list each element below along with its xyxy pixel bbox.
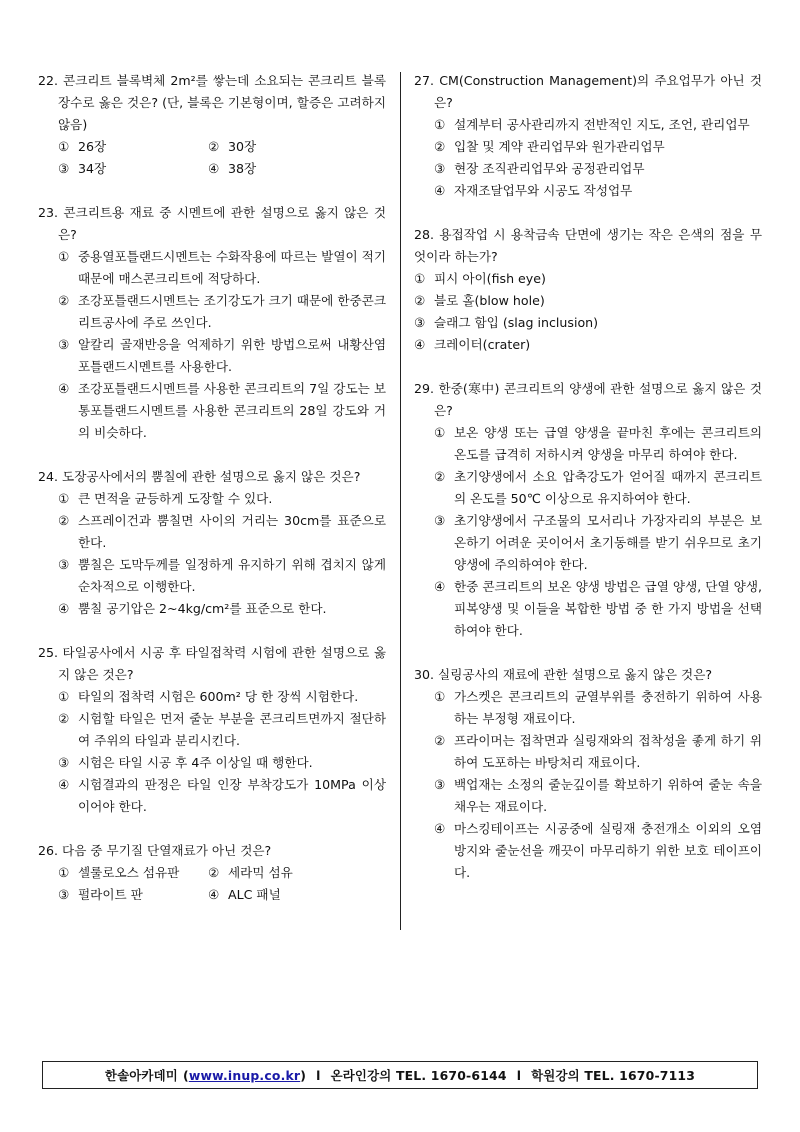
choice-marker: ③ [434, 777, 446, 792]
choice-marker: ④ [434, 183, 446, 198]
left-column [38, 70, 386, 928]
answer-choice[interactable] [38, 554, 386, 598]
choice-text: 조강포틀랜드시멘트는 조기강도가 크기 때문에 한중콘크리트공사에 주로 쓰인다. [78, 293, 386, 330]
choice-text: 알칼리 골재반응을 억제하기 위한 방법으로써 내황산염포틀랜드시멘트를 사용한다. [78, 337, 386, 374]
choice-text: 세라믹 섬유 [228, 865, 293, 880]
answer-choice[interactable] [38, 246, 386, 290]
choice-marker: ① [434, 425, 446, 440]
choice-text: 펄라이트 판 [78, 887, 143, 902]
choice-text: 시험결과의 판정은 타일 인장 부착강도가 10MPa 이상이어야 한다. [78, 777, 386, 814]
answer-choice[interactable] [38, 708, 386, 752]
question-text [38, 70, 386, 136]
choice-text: 보온 양생 또는 급열 양생을 끝마친 후에는 콘크리트의 온도를 급격히 저하시켜 양생을 마무리 하여야 한다. [454, 425, 762, 462]
choice-text: 슬래그 함입 (slag inclusion) [434, 315, 599, 330]
choice-list [414, 422, 762, 642]
choice-marker: ③ [58, 887, 70, 902]
choice-marker: ④ [434, 821, 446, 836]
question-number: 26. [38, 843, 59, 858]
choice-text: 뿜칠 공기압은 2~4kg/cm²를 표준으로 한다. [78, 601, 327, 616]
question-block [38, 466, 386, 620]
answer-choice[interactable] [414, 818, 762, 884]
choice-text: 블로 홀(blow hole) [434, 293, 545, 308]
answer-choice[interactable] [58, 862, 208, 884]
choice-list [414, 686, 762, 884]
choice-text: 초기양생에서 구조물의 모서리나 가장자리의 부분은 보온하기 어려운 곳이어서 초기동해를 받기 쉬우므로 초기양생에 주의하여야 한다. [454, 513, 762, 572]
website-link[interactable]: www.inup.co.kr [188, 1067, 301, 1083]
separator: l [516, 1067, 522, 1083]
choice-marker: ④ [434, 579, 446, 594]
answer-choice[interactable] [414, 730, 762, 774]
choice-text: ALC 패널 [228, 887, 281, 902]
choice-marker: ② [58, 711, 70, 726]
choice-text: 크레이터(crater) [434, 337, 531, 352]
choice-marker: ④ [58, 777, 70, 792]
answer-choice[interactable] [58, 884, 208, 906]
answer-choice[interactable] [208, 158, 358, 180]
choice-marker: ② [414, 293, 426, 308]
choice-text: 30장 [228, 139, 257, 154]
choice-marker: ④ [414, 337, 426, 352]
answer-choice[interactable] [208, 884, 358, 906]
question-text [414, 664, 762, 686]
column-divider [400, 72, 401, 930]
question-text [414, 70, 762, 114]
online-lecture-tel: 온라인강의 TEL. 1670-6144 [330, 1068, 507, 1083]
choice-marker: ③ [434, 161, 446, 176]
choice-text: 가스켓은 콘크리트의 균열부위를 충전하기 위하여 사용하는 부정형 재료이다. [454, 689, 762, 726]
question-stem: 다음 중 무기질 단열재료가 아닌 것은? [62, 843, 272, 858]
choice-list [414, 114, 762, 202]
question-text [38, 840, 386, 862]
answer-choice[interactable] [414, 576, 762, 642]
choice-marker: ② [58, 513, 70, 528]
question-text [38, 202, 386, 246]
answer-choice[interactable] [38, 334, 386, 378]
choice-marker: ② [58, 293, 70, 308]
choice-text: 셀룰로오스 섬유판 [78, 865, 180, 880]
answer-choice[interactable] [414, 158, 762, 180]
answer-choice[interactable] [414, 466, 762, 510]
choice-grid [38, 136, 386, 180]
question-block [414, 664, 762, 884]
question-number: 29. [414, 381, 435, 396]
choice-text: 초기양생에서 소요 압축강도가 얻어질 때까지 콘크리트의 온도를 50℃ 이상으로 유지하여야 한다. [454, 469, 762, 506]
choice-text: 마스킹테이프는 시공중에 실링재 충전개소 이외의 오염방지와 줄눈선을 깨끗이 마무리하기 위한 보호 테이프이다. [454, 821, 762, 880]
answer-choice[interactable] [414, 136, 762, 158]
question-block [38, 840, 386, 906]
answer-choice[interactable] [208, 136, 358, 158]
choice-marker: ① [58, 865, 70, 880]
question-block [38, 70, 386, 180]
choice-text: 큰 면적을 균등하게 도장할 수 있다. [78, 491, 273, 506]
question-number: 27. [414, 73, 435, 88]
choice-marker: ① [58, 249, 70, 264]
answer-choice[interactable] [38, 752, 386, 774]
choice-marker: ③ [414, 315, 426, 330]
choice-marker: ① [414, 271, 426, 286]
question-number: 23. [38, 205, 59, 220]
choice-text: 입찰 및 계약 관리업무와 원가관리업무 [454, 139, 665, 154]
answer-choice[interactable] [414, 180, 762, 202]
choice-marker: ③ [58, 337, 70, 352]
answer-choice[interactable] [414, 422, 762, 466]
choice-marker: ① [58, 491, 70, 506]
choice-list [38, 488, 386, 620]
academy-name: 한솔아카데미 [104, 1068, 178, 1083]
choice-list [38, 686, 386, 818]
question-stem: 용접작업 시 용착금속 단면에 생기는 작은 은색의 점을 무엇이라 하는가? [414, 227, 762, 264]
right-column [414, 70, 762, 906]
question-block [414, 378, 762, 642]
question-number: 24. [38, 469, 59, 484]
choice-marker: ② [434, 469, 446, 484]
choice-text: 자재조달업무와 시공도 작성업무 [454, 183, 633, 198]
answer-choice[interactable] [38, 598, 386, 620]
choice-list [38, 246, 386, 444]
answer-choice[interactable] [38, 378, 386, 444]
question-stem: 콘크리트용 재료 중 시멘트에 관한 설명으로 옳지 않은 것은? [58, 205, 386, 242]
choice-list [414, 268, 762, 356]
choice-marker: ③ [58, 161, 70, 176]
question-number: 25. [38, 645, 59, 660]
choice-grid [38, 862, 386, 906]
question-stem: 한중(寒中) 콘크리트의 양생에 관한 설명으로 옳지 않은 것은? [434, 381, 762, 418]
question-number: 30. [414, 667, 435, 682]
question-text [38, 642, 386, 686]
choice-marker: ③ [58, 557, 70, 572]
question-number: 28. [414, 227, 435, 242]
choice-marker: ④ [58, 381, 70, 396]
choice-text: 시험할 타일은 먼저 줄눈 부분을 콘크리트면까지 절단하여 주위의 타일과 분리시킨다. [78, 711, 386, 748]
choice-marker: ③ [434, 513, 446, 528]
footer-bar [42, 1061, 758, 1089]
choice-text: 타일의 접착력 시험은 600m² 당 한 장씩 시험한다. [78, 689, 359, 704]
choice-text: 38장 [228, 161, 257, 176]
choice-marker: ① [58, 139, 70, 154]
choice-marker: ④ [208, 161, 220, 176]
question-block [38, 642, 386, 818]
choice-text: 설계부터 공사관리까지 전반적인 지도, 조언, 관리업무 [454, 117, 750, 132]
choice-marker: ③ [58, 755, 70, 770]
answer-choice[interactable] [414, 312, 762, 334]
choice-marker: ① [434, 689, 446, 704]
question-stem: 콘크리트 블록벽체 2m²를 쌓는데 소요되는 콘크리트 블록 장수로 옳은 것은? (단, 블록은 기본형이며, 할증은 고려하지 않음) [58, 73, 386, 132]
offline-lecture-tel: 학원강의 TEL. 1670-7113 [531, 1068, 696, 1083]
choice-marker: ② [208, 865, 220, 880]
answer-choice[interactable] [38, 290, 386, 334]
answer-choice[interactable] [414, 334, 762, 356]
answer-choice[interactable] [58, 136, 208, 158]
answer-choice[interactable] [414, 268, 762, 290]
choice-text: 중용열포틀랜드시멘트는 수화작용에 따르는 발열이 적기 때문에 매스콘크리트에 적당하다. [78, 249, 386, 286]
choice-marker: ② [208, 139, 220, 154]
answer-choice[interactable] [38, 686, 386, 708]
answer-choice[interactable] [414, 290, 762, 312]
choice-marker: ④ [58, 601, 70, 616]
url-close-paren: ) [300, 1067, 307, 1083]
choice-text: 프라이머는 접착면과 실링재와의 접착성을 좋게 하기 위하여 도포하는 바탕처리 재료이다. [454, 733, 762, 770]
question-stem: 타일공사에서 시공 후 타일접착력 시험에 관한 설명으로 옳지 않은 것은? [58, 645, 386, 682]
question-block [414, 224, 762, 356]
answer-choice[interactable] [414, 686, 762, 730]
answer-choice[interactable] [414, 774, 762, 818]
answer-choice[interactable] [38, 488, 386, 510]
answer-choice[interactable] [38, 510, 386, 554]
choice-text: 스프레이건과 뿜칠면 사이의 거리는 30cm를 표준으로 한다. [78, 513, 386, 550]
choice-text: 34장 [78, 161, 107, 176]
choice-text: 조강포틀랜드시멘트를 사용한 콘크리트의 7일 강도는 보통포틀랜드시멘트를 사용한 콘크리트의 28일 강도와 거의 비슷하다. [78, 381, 386, 440]
question-text [38, 466, 386, 488]
answer-choice[interactable] [414, 114, 762, 136]
choice-marker: ④ [208, 887, 220, 902]
choice-marker: ② [434, 733, 446, 748]
question-text [414, 378, 762, 422]
question-block [38, 202, 386, 444]
choice-text: 현장 조직관리업무와 공정관리업무 [454, 161, 645, 176]
answer-choice[interactable] [38, 774, 386, 818]
answer-choice[interactable] [208, 862, 358, 884]
question-number: 22. [38, 73, 59, 88]
choice-text: 백업재는 소정의 줄눈깊이를 확보하기 위하여 줄눈 속을 채우는 재료이다. [454, 777, 762, 814]
question-text [414, 224, 762, 268]
choice-text: 뿜칠은 도막두께를 일정하게 유지하기 위해 겹치지 않게 순차적으로 이행한다. [78, 557, 386, 594]
answer-choice[interactable] [58, 158, 208, 180]
question-stem: 도장공사에서의 뿜칠에 관한 설명으로 옳지 않은 것은? [62, 469, 361, 484]
choice-text: 한중 콘크리트의 보온 양생 방법은 급열 양생, 단열 양생, 피복양생 및 이들을 복합한 방법 중 한 가지 방법을 선택하여야 한다. [454, 579, 762, 638]
question-block [414, 70, 762, 202]
choice-marker: ② [434, 139, 446, 154]
choice-text: 시험은 타일 시공 후 4주 이상일 때 행한다. [78, 755, 313, 770]
choice-marker: ① [58, 689, 70, 704]
question-stem: 실링공사의 재료에 관한 설명으로 옳지 않은 것은? [438, 667, 713, 682]
url-open-paren: ( [182, 1067, 189, 1083]
choice-text: 26장 [78, 139, 107, 154]
question-stem: CM(Construction Management)의 주요업무가 아닌 것은? [434, 73, 762, 110]
answer-choice[interactable] [414, 510, 762, 576]
choice-marker: ① [434, 117, 446, 132]
separator: l [316, 1067, 321, 1083]
choice-text: 피시 아이(fish eye) [434, 271, 546, 286]
